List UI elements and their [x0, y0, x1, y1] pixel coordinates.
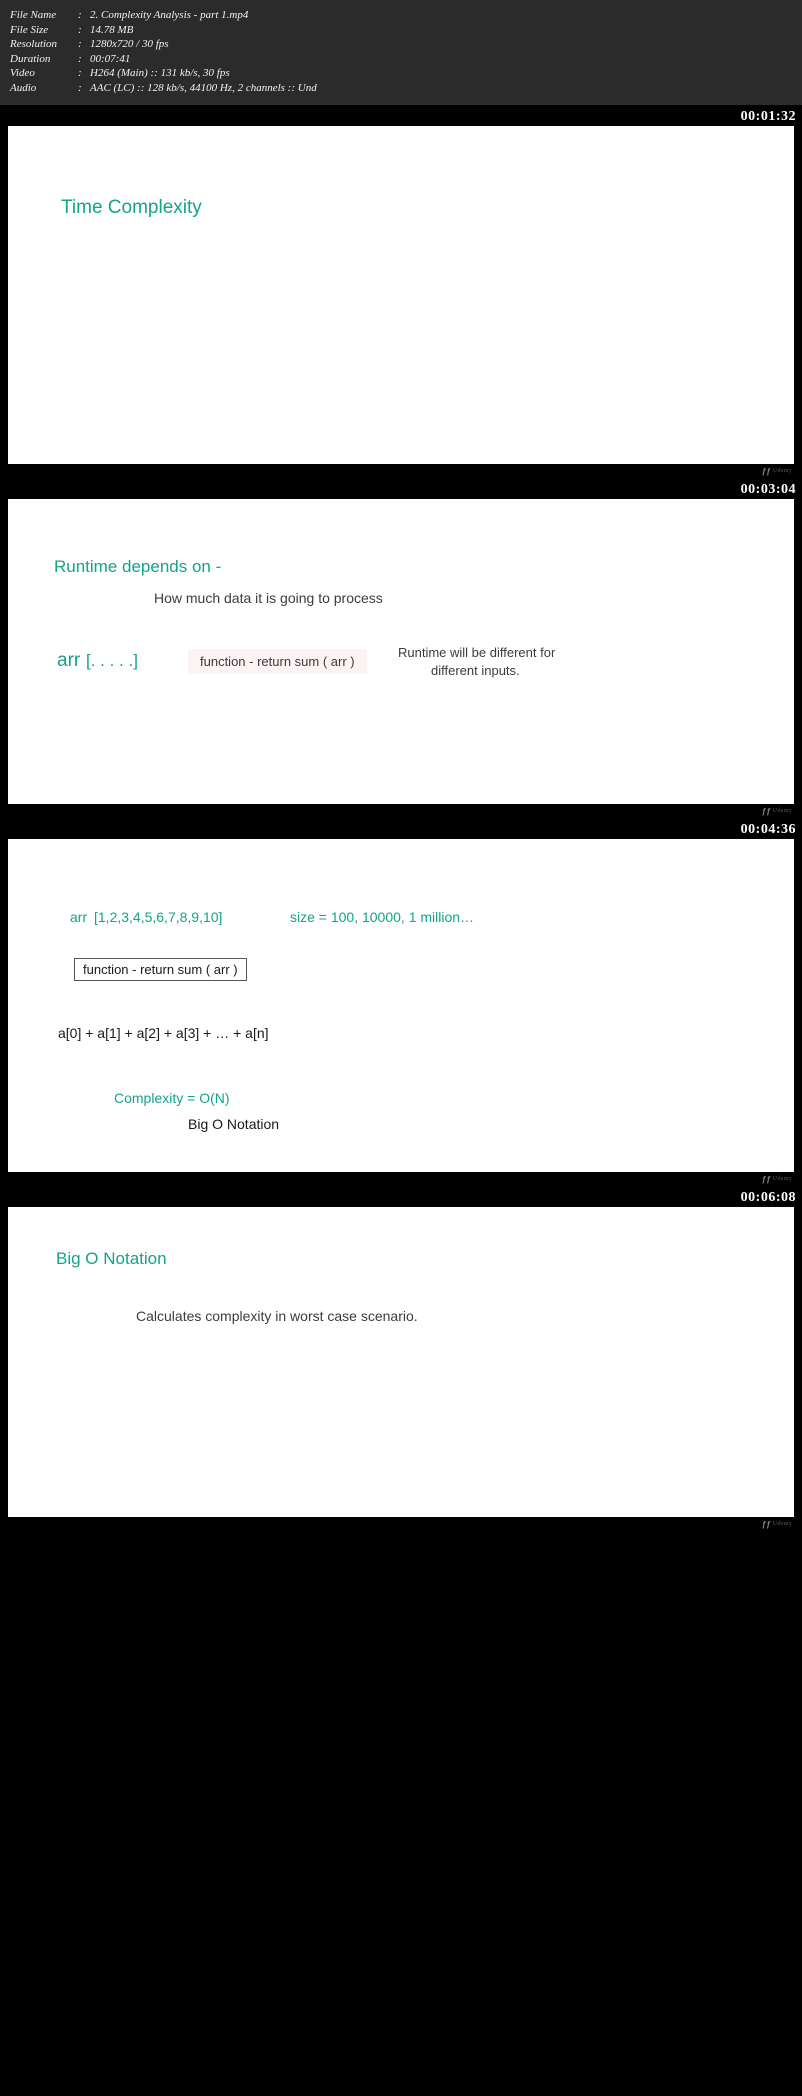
thumbnail-timecode-bar [0, 1189, 802, 1207]
metadata-value: H264 (Main) :: 131 kb/s, 30 fps [90, 67, 230, 79]
function-box: function - return sum ( arr ) [74, 958, 247, 981]
metadata-key: File Size [10, 23, 49, 36]
timecode-label: 00:06:08 [740, 1190, 796, 1205]
timecode-label: 00:03:04 [740, 482, 796, 497]
array-value: [. . . . .] [86, 651, 138, 670]
watermark-label: Udemy [772, 1521, 792, 1527]
metadata-row [10, 37, 792, 52]
slide-subtitle: Calculates complexity in worst case scenario. [136, 1308, 418, 1324]
udemy-logo-icon: ƒƒ [761, 806, 771, 816]
metadata-value: 2. Complexity Analysis - part 1.mp4 [90, 9, 249, 21]
metadata-separator: : [78, 81, 82, 94]
thumbnail-image-3 [8, 839, 794, 1172]
thumbnail-watermark-bar-2 [0, 804, 802, 818]
metadata-separator: : [78, 23, 82, 36]
array-label: arr [57, 650, 81, 671]
size-note: size = 100, 10000, 1 million… [290, 909, 475, 925]
array-label: arr [70, 909, 88, 925]
video-thumbnail-3 [0, 821, 802, 1186]
thumbnail-timecode-bar [0, 108, 802, 126]
complexity-result: Complexity = O(N) [114, 1090, 230, 1106]
udemy-logo-icon: ƒƒ [761, 466, 771, 476]
metadata-value: 00:07:41 [90, 52, 131, 65]
metadata-row [10, 81, 792, 96]
metadata-key: Duration [10, 52, 51, 65]
udemy-logo-icon: ƒƒ [761, 1519, 771, 1529]
sum-expression: a[0] + a[1] + a[2] + a[3] + … + a[n] [58, 1025, 269, 1041]
udemy-logo-icon: ƒƒ [761, 1174, 771, 1184]
metadata-value: 14.78 MB [90, 23, 134, 36]
metadata-row [10, 52, 792, 67]
slide-title: Time Complexity [61, 197, 202, 218]
thumbnail-watermark-bar-3 [0, 1172, 802, 1186]
timecode-label: 00:01:32 [740, 109, 796, 124]
slide-subtitle: How much data it is going to process [154, 590, 383, 606]
metadata-separator: : [78, 67, 82, 79]
metadata-value: AAC (LC) :: 128 kb/s, 44100 Hz, 2 channels :: Und [90, 81, 317, 94]
thumbnail-watermark-bar-1 [0, 464, 802, 478]
metadata-row [10, 8, 792, 23]
thumbnail-timecode-bar [0, 481, 802, 499]
metadata-value: 1280x720 / 30 fps [90, 38, 169, 50]
thumbnail-image-4 [8, 1207, 794, 1517]
video-thumbnail-1 [0, 108, 802, 478]
video-thumbnail-4 [0, 1189, 802, 1531]
watermark-label: Udemy [772, 468, 792, 474]
array-value: [1,2,3,4,5,6,7,8,9,10] [94, 909, 223, 925]
metadata-separator: : [78, 9, 82, 21]
file-metadata-panel [0, 0, 802, 105]
metadata-key: Video [10, 67, 35, 79]
timecode-label: 00:04:36 [740, 822, 796, 837]
watermark-label: Udemy [772, 1176, 792, 1182]
thumbnail-timecode-bar [0, 821, 802, 839]
slide-title: Runtime depends on - [54, 557, 222, 576]
metadata-key: Resolution [10, 38, 58, 50]
thumbnail-image-1 [8, 126, 794, 464]
thumbnail-watermark-bar-4 [0, 1517, 802, 1531]
function-box: function - return sum ( arr ) [188, 649, 367, 674]
metadata-separator: : [78, 52, 82, 65]
metadata-key: File Name [10, 9, 57, 21]
watermark-label: Udemy [772, 808, 792, 814]
metadata-row [10, 66, 792, 81]
thumbnail-image-2 [8, 499, 794, 804]
metadata-separator: : [78, 38, 82, 50]
video-thumbnail-2 [0, 481, 802, 818]
slide-title: Big O Notation [56, 1249, 167, 1268]
metadata-key: Audio [10, 81, 37, 94]
runtime-note-line-1: Runtime will be different for [398, 645, 556, 660]
big-o-label: Big O Notation [188, 1116, 280, 1132]
runtime-note-line-2: different inputs. [431, 663, 520, 678]
metadata-row [10, 23, 792, 38]
